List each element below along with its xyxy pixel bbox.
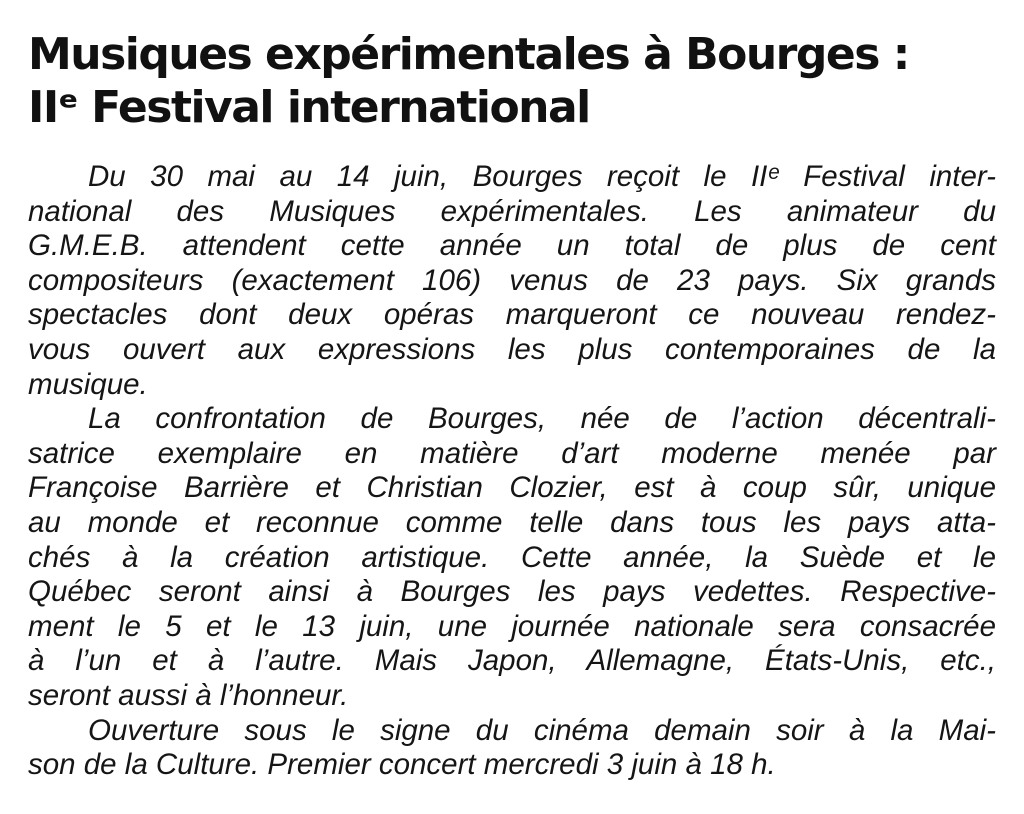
text-line: Du 30 mai au 14 juin, Bourges reçoit le IIᵉ Festival inter- — [88, 160, 996, 193]
text-line: Françoise Barrière et Christian Clozier, est à coup sûr, unique — [28, 471, 996, 505]
article-body — [28, 160, 996, 783]
paragraph-2 — [28, 402, 996, 713]
text-line: spectacles dont deux opéras marqueront ce nouveau rendez- — [28, 298, 996, 332]
text-line: national des Musiques expérimentales. Les animateur du — [28, 194, 996, 228]
text-line: G.M.E.B. attendent cette année un total de plus de cent — [28, 229, 996, 263]
article-headline — [28, 28, 996, 134]
text-line: satrice exemplaire en matière d’art moderne menée par — [28, 436, 996, 470]
text-line: seront aussi à l’honneur. — [28, 678, 349, 712]
text-line: son de la Culture. Premier concert mercredi 3 juin à 18 h. — [28, 748, 776, 782]
text-line: Québec seront ainsi à Bourges les pays vedettes. Respective- — [28, 575, 996, 609]
text-line: au monde et reconnue comme telle dans tous les pays atta- — [28, 505, 996, 539]
newspaper-article — [28, 28, 996, 783]
headline-line-1: Musiques expérimentales à Bourges : — [28, 29, 909, 80]
paragraph-1 — [28, 160, 996, 402]
text-line: musique. — [28, 367, 148, 401]
text-line: La confrontation de Bourges, née de l’action décentrali- — [88, 402, 996, 436]
text-line: compositeurs (exactement 106) venus de 23 pays. Six grands — [28, 263, 996, 297]
text-line: Ouverture sous le signe du cinéma demain soir à la Mai- — [88, 713, 996, 747]
text-line: vous ouvert aux expressions les plus contemporaines de la — [28, 332, 996, 366]
text-line: chés à la création artistique. Cette année, la Suède et le — [28, 540, 996, 574]
paragraph-3 — [28, 714, 996, 783]
text-line: ment le 5 et le 13 juin, une journée nationale sera consacrée — [28, 609, 996, 643]
text-line: à l’un et à l’autre. Mais Japon, Allemagne, États-Unis, etc., — [28, 644, 996, 678]
headline-line-2: IIᵉ Festival international — [28, 82, 590, 133]
